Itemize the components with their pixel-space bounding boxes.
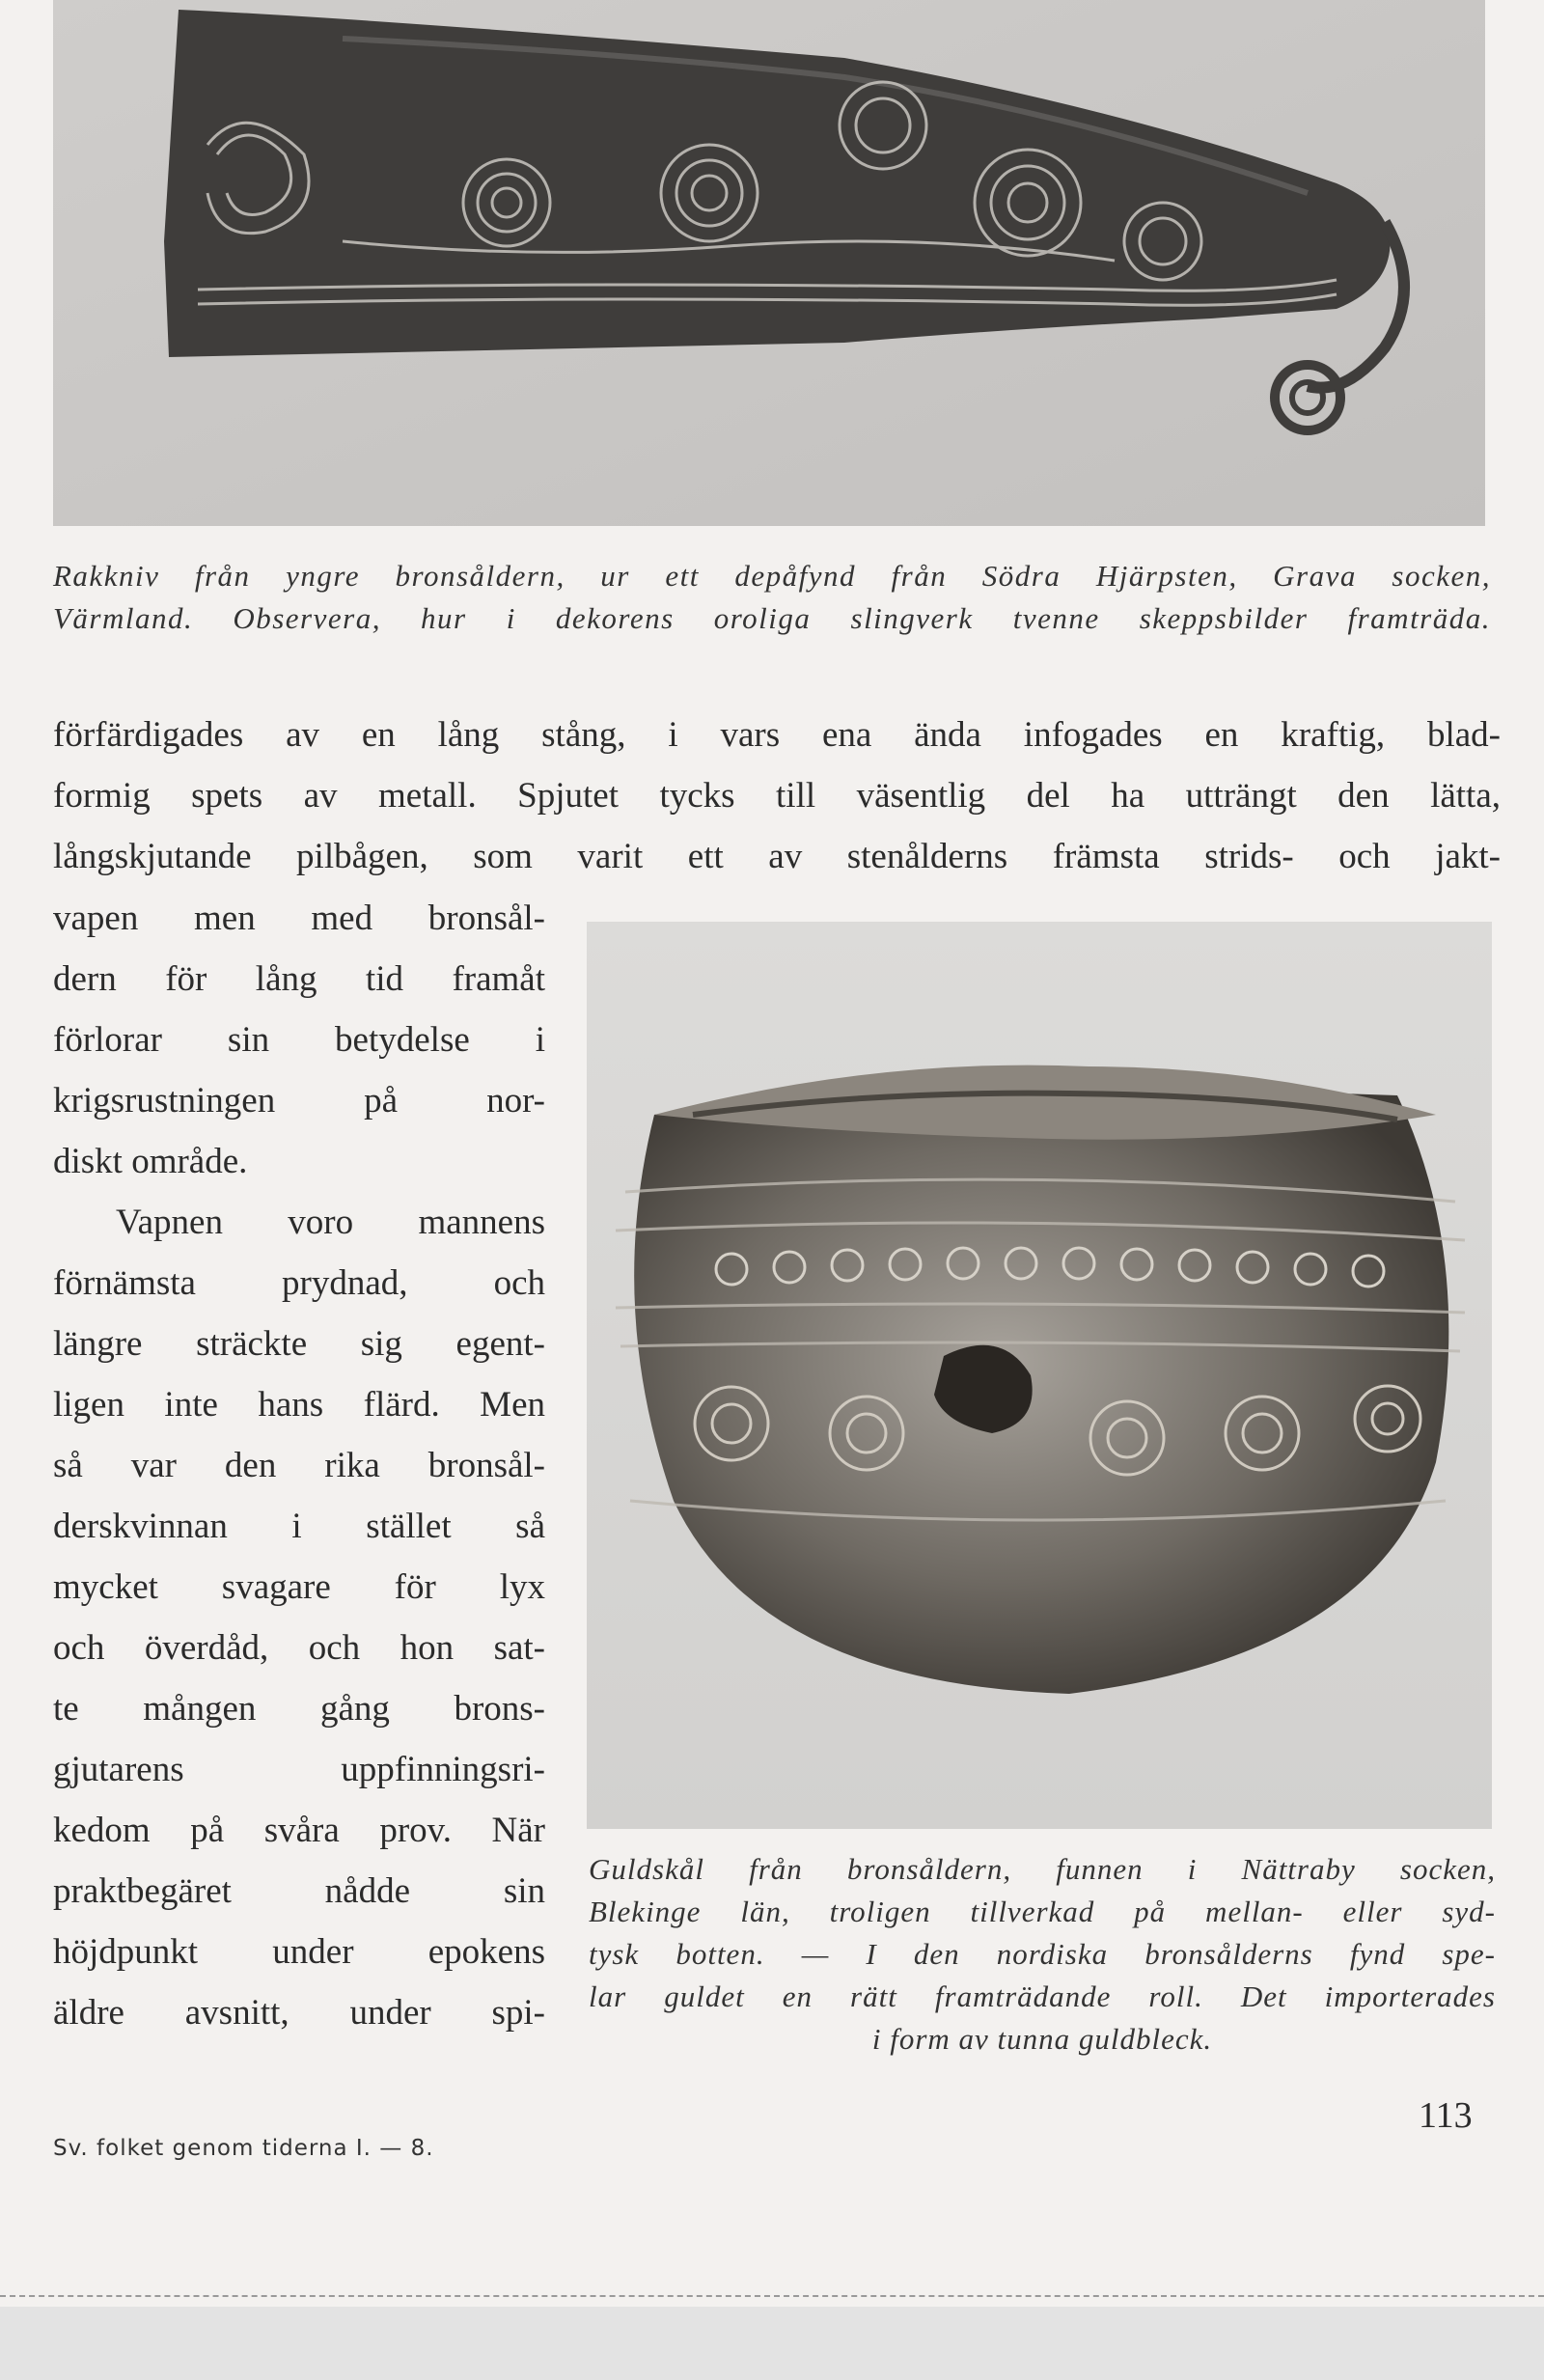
- text-line: gjutarens uppfinningsri-: [53, 1750, 545, 1789]
- text-line: Vapnen voro mannens: [116, 1203, 545, 1242]
- text-line: långskjutande pilbågen, som varit ett av stenålderns främsta strids- och jakt-: [53, 837, 1501, 876]
- text-line: mycket svagare för lyx: [53, 1567, 545, 1607]
- caption-line: i form av tunna guldbleck.: [871, 2022, 1213, 2056]
- razor-caption: [53, 555, 1491, 640]
- text-line: så var den rika bronsål-: [53, 1446, 545, 1485]
- text-line: dern för lång tid framåt: [53, 959, 545, 999]
- razor-illustration: [53, 0, 1485, 526]
- text-line: vapen men med bronsål-: [53, 899, 545, 938]
- body-column: [53, 888, 545, 2043]
- text-line: ligen inte hans flärd. Men: [53, 1385, 545, 1425]
- caption-line: Rakkniv från yngre bronsåldern, ur ett depåfynd från Södra Hjärpsten, Grava socken,: [53, 559, 1491, 593]
- text-line: längre sträckte sig egent-: [53, 1324, 545, 1364]
- text-line: formig spets av metall. Spjutet tycks till väsentlig del ha utträngt den lätta,: [53, 776, 1501, 816]
- gold-bowl-photograph: [587, 922, 1492, 1829]
- text-line: förnämsta prydnad, och: [53, 1263, 545, 1303]
- text-line: derskvinnan i stället så: [53, 1507, 545, 1546]
- caption-line: Guldskål från bronsåldern, funnen i Nättraby socken,: [589, 1852, 1496, 1886]
- text-line: förlorar sin betydelse i: [53, 1020, 545, 1060]
- scan-background: [0, 2307, 1544, 2380]
- page-number: 113: [1419, 2095, 1473, 2136]
- text-line: och överdåd, och hon sat-: [53, 1628, 545, 1668]
- text-line: äldre avsnitt, under spi-: [53, 1993, 545, 2033]
- text-line: höjdpunkt under epokens: [53, 1932, 545, 1972]
- text-line: kedom på svåra prov. När: [53, 1811, 545, 1850]
- caption-line: lar guldet en rätt framträdande roll. Det importerades: [589, 1979, 1496, 2013]
- text-line: te mången gång brons-: [53, 1689, 545, 1729]
- razor-photograph: [53, 0, 1485, 526]
- signature-mark: Sv. folket genom tiderna I. — 8.: [53, 2136, 434, 2161]
- gold-bowl-illustration: [587, 922, 1492, 1829]
- text-line: diskt område.: [53, 1142, 248, 1181]
- page-edge-divider: [0, 2295, 1544, 2297]
- bowl-caption: [589, 1848, 1496, 2061]
- intro-paragraph: [53, 705, 1501, 887]
- caption-line: Blekinge län, troligen tillverkad på mellan- eller syd-: [589, 1895, 1496, 1928]
- caption-line: tysk botten. — I den nordiska bronsålderns fynd spe-: [589, 1937, 1496, 1971]
- text-line: krigsrustningen på nor-: [53, 1081, 545, 1121]
- text-line: praktbegäret nådde sin: [53, 1871, 545, 1911]
- text-line: förfärdigades av en lång stång, i vars ena ända infogades en kraftig, blad-: [53, 715, 1501, 755]
- caption-line: Värmland. Observera, hur i dekorens oroliga slingverk tvenne skeppsbilder framträda.: [53, 601, 1491, 635]
